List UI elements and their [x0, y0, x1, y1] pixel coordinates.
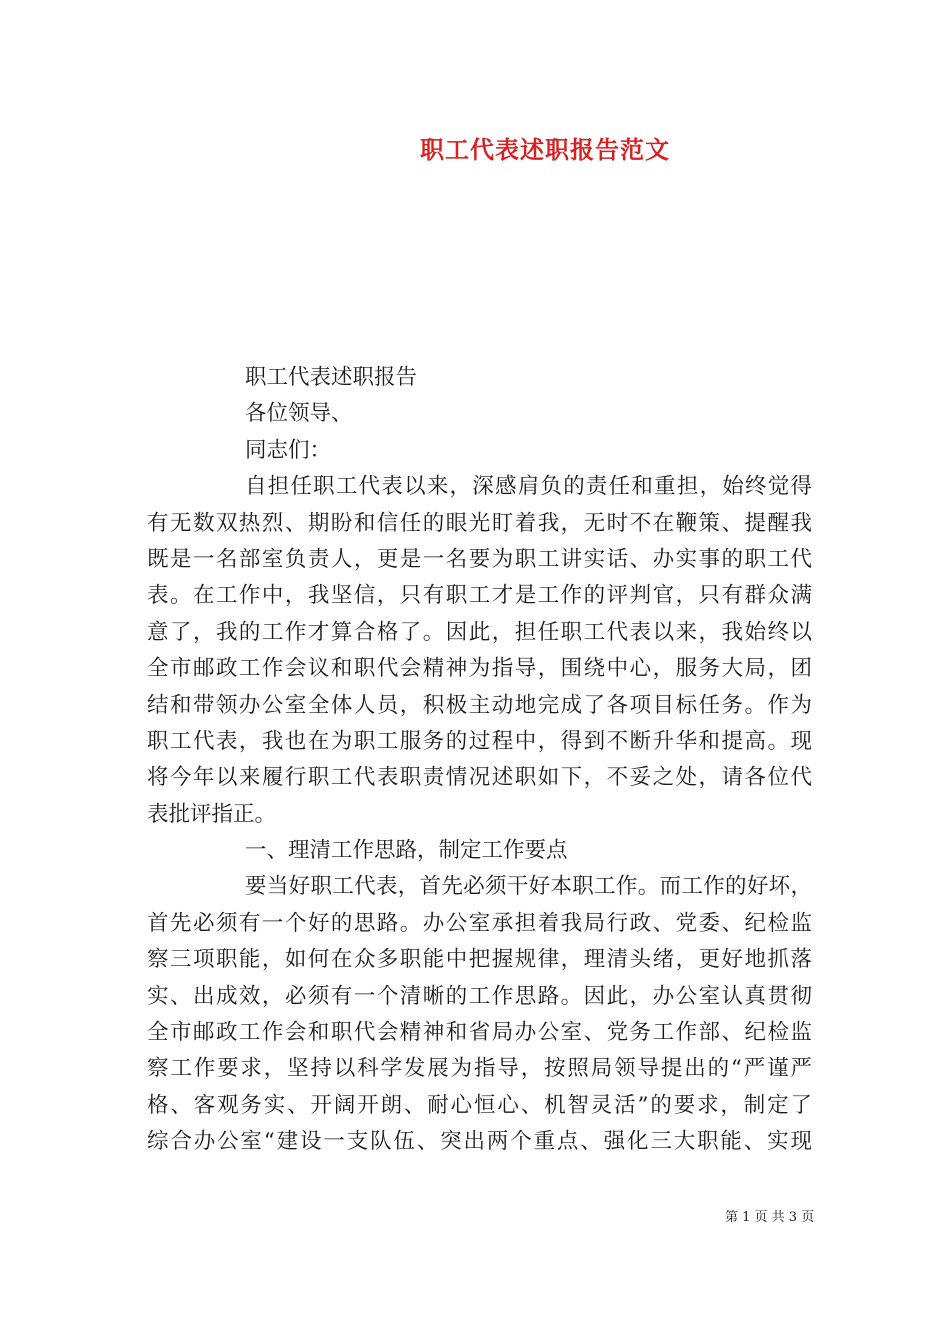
body-line: 既是一名部室负责人，更是一名要为职工讲实话、办实事的职工代 [147, 546, 812, 572]
body-line: 察工作要求，坚持以科学发展为指导，按照局领导提出的“严谨严 [147, 1056, 812, 1082]
body-line: 要当好职工代表，首先必须干好本职工作。而工作的好坏， [245, 874, 812, 900]
document-title: 职工代表述职报告范文 [420, 135, 670, 164]
body-line: 自担任职工代表以来，深感肩负的责任和重担，始终觉得 [245, 474, 812, 500]
body-line: 表批评指正。 [147, 801, 277, 827]
body-line: 全市邮政工作会和职代会精神和省局办公室、党务工作部、纪检监 [147, 1020, 812, 1046]
body-line: 格、客观务实、开阔开朗、耐心恒心、机智灵活”的要求，制定了 [147, 1092, 812, 1118]
document-body [147, 360, 812, 1161]
body-line: 全市邮政工作会议和职代会精神为指导，围绕中心，服务大局，团 [147, 656, 812, 682]
body-line: 一、理清工作思路，制定工作要点 [245, 838, 568, 864]
body-line: 表。在工作中，我坚信，只有职工才是工作的评判官，只有群众满 [147, 583, 812, 609]
body-line: 各位领导、 [245, 401, 353, 427]
body-line: 职工代表，我也在为职工服务的过程中，得到不断升华和提高。现 [147, 728, 812, 754]
body-line: 意了，我的工作才算合格了。因此，担任职工代表以来，我始终以 [147, 619, 812, 645]
body-line: 职工代表述职报告 [245, 365, 418, 390]
body-line: 察三项职能，如何在众多职能中把握规律，理清头绪，更好地抓落 [147, 947, 812, 973]
body-line: 结和带领办公室全体人员，积极主动地完成了各项目标任务。作为 [147, 692, 812, 718]
page-number: 第 1 页 共 3 页 [725, 1210, 815, 1225]
body-line: 同志们： [245, 437, 332, 463]
body-line: 将今年以来履行职工代表职责情况述职如下，不妥之处，请各位代 [147, 765, 812, 791]
body-line: 实、出成效，必须有一个清晰的工作思路。因此，办公室认真贯彻 [147, 983, 812, 1009]
body-line: 有无数双热烈、期盼和信任的眼光盯着我，无时不在鞭策、提醒我 [147, 510, 812, 536]
body-line: 综合办公室“建设一支队伍、突出两个重点、强化三大职能、实现 [147, 1129, 812, 1155]
body-line: 首先必须有一个好的思路。办公室承担着我局行政、党委、纪检监 [147, 910, 812, 936]
